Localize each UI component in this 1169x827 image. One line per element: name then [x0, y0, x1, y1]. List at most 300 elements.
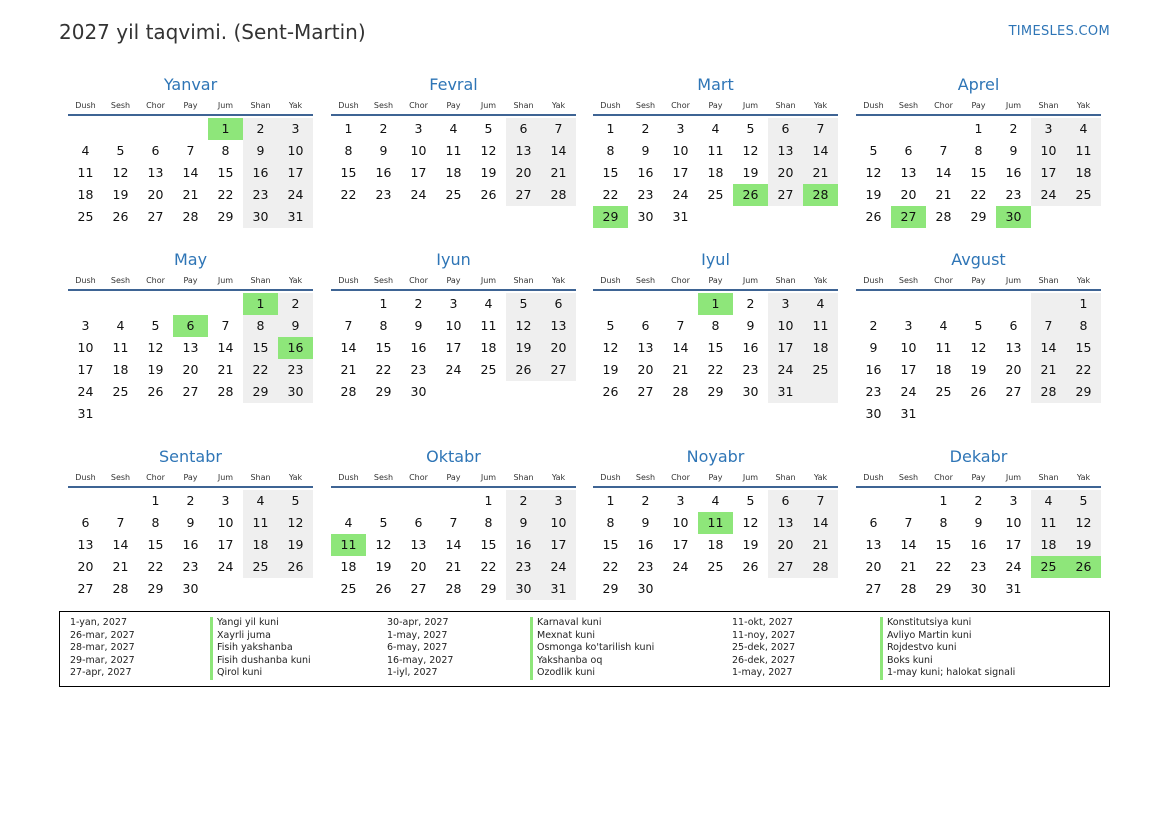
day-cell[interactable]: 9 — [641, 143, 650, 158]
day-cell[interactable]: 18 — [77, 187, 94, 202]
day-cell[interactable]: 8 — [379, 318, 388, 333]
day-cell[interactable]: 3 — [1031, 118, 1066, 140]
day-cell[interactable]: 9 — [379, 143, 388, 158]
day-cell[interactable]: 26 — [733, 184, 768, 206]
day-cell[interactable]: 5 — [151, 318, 160, 333]
day-cell[interactable]: 1 — [1066, 293, 1101, 315]
day-cell[interactable]: 7 — [939, 143, 948, 158]
day-cell[interactable]: 3 — [221, 493, 230, 508]
day-cell[interactable]: 28 — [217, 384, 234, 399]
day-cell[interactable]: 11 — [1031, 512, 1066, 534]
day-cell[interactable]: 9 — [243, 140, 278, 162]
day-cell[interactable]: 11 — [445, 143, 462, 158]
day-cell[interactable]: 13 — [768, 512, 803, 534]
day-cell[interactable]: 25 — [445, 187, 462, 202]
day-cell[interactable]: 11 — [1066, 140, 1101, 162]
day-cell[interactable]: 6 — [1009, 318, 1018, 333]
day-cell[interactable]: 3 — [904, 318, 913, 333]
day-cell[interactable]: 9 — [186, 515, 195, 530]
day-cell[interactable]: 27 — [637, 384, 654, 399]
day-cell[interactable]: 21 — [1031, 359, 1066, 381]
day-cell[interactable]: 14 — [803, 140, 838, 162]
day-cell[interactable]: 5 — [379, 515, 388, 530]
day-cell[interactable]: 2 — [869, 318, 878, 333]
day-cell[interactable]: 22 — [217, 187, 234, 202]
day-cell[interactable]: 28 — [900, 581, 917, 596]
day-cell[interactable]: 18 — [803, 337, 838, 359]
day-cell[interactable]: 27 — [891, 206, 926, 228]
day-cell[interactable]: 10 — [541, 512, 576, 534]
day-cell[interactable]: 21 — [541, 162, 576, 184]
day-cell[interactable]: 4 — [711, 493, 720, 508]
day-cell[interactable]: 25 — [112, 384, 129, 399]
day-cell[interactable]: 14 — [1031, 337, 1066, 359]
day-cell[interactable]: 1 — [698, 293, 733, 315]
day-cell[interactable]: 26 — [506, 359, 541, 381]
day-cell[interactable]: 26 — [480, 187, 497, 202]
day-cell[interactable]: 2 — [641, 121, 650, 136]
day-cell[interactable]: 27 — [1005, 384, 1022, 399]
day-cell[interactable]: 21 — [182, 187, 199, 202]
day-cell[interactable]: 15 — [243, 337, 278, 359]
day-cell[interactable]: 18 — [1031, 534, 1066, 556]
day-cell[interactable]: 3 — [768, 293, 803, 315]
day-cell[interactable]: 19 — [742, 165, 759, 180]
day-cell[interactable]: 25 — [340, 581, 357, 596]
day-cell[interactable]: 27 — [768, 184, 803, 206]
day-cell[interactable]: 1 — [974, 121, 983, 136]
day-cell[interactable]: 8 — [484, 515, 493, 530]
day-cell[interactable]: 15 — [935, 537, 952, 552]
day-cell[interactable]: 13 — [865, 537, 882, 552]
day-cell[interactable]: 19 — [375, 559, 392, 574]
day-cell[interactable]: 29 — [147, 581, 164, 596]
day-cell[interactable]: 23 — [506, 556, 541, 578]
day-cell[interactable]: 4 — [484, 296, 493, 311]
day-cell[interactable]: 22 — [602, 559, 619, 574]
day-cell[interactable]: 23 — [637, 187, 654, 202]
day-cell[interactable]: 14 — [900, 537, 917, 552]
day-cell[interactable]: 21 — [900, 559, 917, 574]
day-cell[interactable]: 24 — [278, 184, 313, 206]
day-cell[interactable]: 14 — [112, 537, 129, 552]
day-cell[interactable]: 6 — [904, 143, 913, 158]
day-cell[interactable]: 20 — [147, 187, 164, 202]
day-cell[interactable]: 5 — [974, 318, 983, 333]
day-cell[interactable]: 7 — [803, 118, 838, 140]
day-cell[interactable]: 10 — [445, 318, 462, 333]
day-cell[interactable]: 6 — [541, 293, 576, 315]
day-cell[interactable]: 31 — [900, 406, 917, 421]
day-cell[interactable]: 10 — [1005, 515, 1022, 530]
day-cell[interactable]: 10 — [672, 143, 689, 158]
day-cell[interactable]: 12 — [147, 340, 164, 355]
day-cell[interactable]: 18 — [935, 362, 952, 377]
day-cell[interactable]: 27 — [182, 384, 199, 399]
day-cell[interactable]: 27 — [147, 209, 164, 224]
day-cell[interactable]: 17 — [217, 537, 234, 552]
day-cell[interactable]: 21 — [803, 162, 838, 184]
day-cell[interactable]: 4 — [1031, 490, 1066, 512]
day-cell[interactable]: 4 — [711, 121, 720, 136]
day-cell[interactable]: 20 — [768, 162, 803, 184]
day-cell[interactable]: 9 — [414, 318, 423, 333]
day-cell[interactable]: 12 — [865, 165, 882, 180]
day-cell[interactable]: 24 — [541, 556, 576, 578]
day-cell[interactable]: 3 — [541, 490, 576, 512]
day-cell[interactable]: 13 — [147, 165, 164, 180]
day-cell[interactable]: 30 — [742, 384, 759, 399]
day-cell[interactable]: 26 — [1066, 556, 1101, 578]
day-cell[interactable]: 30 — [637, 581, 654, 596]
day-cell[interactable]: 16 — [865, 362, 882, 377]
day-cell[interactable]: 24 — [900, 384, 917, 399]
day-cell[interactable]: 5 — [746, 493, 755, 508]
day-cell[interactable]: 11 — [935, 340, 952, 355]
day-cell[interactable]: 27 — [768, 556, 803, 578]
day-cell[interactable]: 26 — [375, 581, 392, 596]
day-cell[interactable]: 6 — [414, 515, 423, 530]
day-cell[interactable]: 23 — [278, 359, 313, 381]
day-cell[interactable]: 28 — [803, 184, 838, 206]
day-cell[interactable]: 7 — [676, 318, 685, 333]
day-cell[interactable]: 14 — [340, 340, 357, 355]
day-cell[interactable]: 20 — [900, 187, 917, 202]
day-cell[interactable]: 1 — [606, 493, 615, 508]
day-cell[interactable]: 4 — [449, 121, 458, 136]
day-cell[interactable]: 9 — [974, 515, 983, 530]
day-cell[interactable]: 5 — [1066, 490, 1101, 512]
day-cell[interactable]: 16 — [637, 537, 654, 552]
day-cell[interactable]: 22 — [1066, 359, 1101, 381]
day-cell[interactable]: 27 — [77, 581, 94, 596]
day-cell[interactable]: 21 — [803, 534, 838, 556]
day-cell[interactable]: 3 — [676, 493, 685, 508]
day-cell[interactable]: 30 — [637, 209, 654, 224]
day-cell[interactable]: 8 — [344, 143, 353, 158]
day-cell[interactable]: 8 — [151, 515, 160, 530]
day-cell[interactable]: 31 — [278, 206, 313, 228]
day-cell[interactable]: 20 — [541, 337, 576, 359]
day-cell[interactable]: 20 — [182, 362, 199, 377]
day-cell[interactable]: 5 — [746, 121, 755, 136]
day-cell[interactable]: 25 — [707, 187, 724, 202]
day-cell[interactable]: 2 — [974, 493, 983, 508]
day-cell[interactable]: 22 — [970, 187, 987, 202]
day-cell[interactable]: 27 — [506, 184, 541, 206]
day-cell[interactable]: 8 — [606, 143, 615, 158]
day-cell[interactable]: 26 — [278, 556, 313, 578]
day-cell[interactable]: 13 — [506, 140, 541, 162]
day-cell[interactable]: 23 — [375, 187, 392, 202]
day-cell[interactable]: 6 — [641, 318, 650, 333]
day-cell[interactable]: 12 — [278, 512, 313, 534]
day-cell[interactable]: 25 — [707, 559, 724, 574]
day-cell[interactable]: 22 — [375, 362, 392, 377]
day-cell[interactable]: 27 — [865, 581, 882, 596]
day-cell[interactable]: 23 — [970, 559, 987, 574]
day-cell[interactable]: 4 — [803, 293, 838, 315]
day-cell[interactable]: 16 — [970, 537, 987, 552]
day-cell[interactable]: 14 — [672, 340, 689, 355]
day-cell[interactable]: 24 — [77, 384, 94, 399]
day-cell[interactable]: 20 — [506, 162, 541, 184]
day-cell[interactable]: 12 — [506, 315, 541, 337]
day-cell[interactable]: 26 — [865, 209, 882, 224]
day-cell[interactable]: 3 — [278, 118, 313, 140]
day-cell[interactable]: 22 — [480, 559, 497, 574]
day-cell[interactable]: 5 — [506, 293, 541, 315]
day-cell[interactable]: 21 — [112, 559, 129, 574]
day-cell[interactable]: 22 — [147, 559, 164, 574]
day-cell[interactable]: 30 — [970, 581, 987, 596]
day-cell[interactable]: 8 — [974, 143, 983, 158]
day-cell[interactable]: 7 — [803, 490, 838, 512]
day-cell[interactable]: 4 — [116, 318, 125, 333]
day-cell[interactable]: 7 — [449, 515, 458, 530]
day-cell[interactable]: 2 — [379, 121, 388, 136]
day-cell[interactable]: 18 — [480, 340, 497, 355]
day-cell[interactable]: 11 — [243, 512, 278, 534]
day-cell[interactable]: 29 — [217, 209, 234, 224]
day-cell[interactable]: 6 — [768, 490, 803, 512]
day-cell[interactable]: 12 — [480, 143, 497, 158]
day-cell[interactable]: 12 — [1066, 512, 1101, 534]
day-cell[interactable]: 10 — [1031, 140, 1066, 162]
day-cell[interactable]: 2 — [746, 296, 755, 311]
day-cell[interactable]: 26 — [970, 384, 987, 399]
day-cell[interactable]: 24 — [410, 187, 427, 202]
day-cell[interactable]: 16 — [182, 537, 199, 552]
day-cell[interactable]: 6 — [768, 118, 803, 140]
day-cell[interactable]: 8 — [1066, 315, 1101, 337]
day-cell[interactable]: 8 — [606, 515, 615, 530]
day-cell[interactable]: 13 — [768, 140, 803, 162]
day-cell[interactable]: 30 — [278, 381, 313, 403]
day-cell[interactable]: 13 — [900, 165, 917, 180]
day-cell[interactable]: 15 — [1066, 337, 1101, 359]
day-cell[interactable]: 1 — [484, 493, 493, 508]
day-cell[interactable]: 31 — [672, 209, 689, 224]
day-cell[interactable]: 28 — [182, 209, 199, 224]
day-cell[interactable]: 16 — [375, 165, 392, 180]
day-cell[interactable]: 12 — [742, 515, 759, 530]
day-cell[interactable]: 8 — [939, 515, 948, 530]
day-cell[interactable]: 31 — [768, 381, 803, 403]
day-cell[interactable]: 23 — [742, 362, 759, 377]
day-cell[interactable]: 25 — [480, 362, 497, 377]
day-cell[interactable]: 9 — [1009, 143, 1018, 158]
day-cell[interactable]: 20 — [637, 362, 654, 377]
day-cell[interactable]: 7 — [1031, 315, 1066, 337]
day-cell[interactable]: 11 — [77, 165, 94, 180]
day-cell[interactable]: 1 — [939, 493, 948, 508]
day-cell[interactable]: 30 — [996, 206, 1031, 228]
day-cell[interactable]: 30 — [865, 406, 882, 421]
day-cell[interactable]: 9 — [641, 515, 650, 530]
day-cell[interactable]: 5 — [278, 490, 313, 512]
day-cell[interactable]: 1 — [606, 121, 615, 136]
day-cell[interactable]: 19 — [602, 362, 619, 377]
day-cell[interactable]: 20 — [865, 559, 882, 574]
day-cell[interactable]: 6 — [173, 315, 208, 337]
day-cell[interactable]: 17 — [410, 165, 427, 180]
day-cell[interactable]: 21 — [340, 362, 357, 377]
day-cell[interactable]: 10 — [217, 515, 234, 530]
day-cell[interactable]: 4 — [939, 318, 948, 333]
day-cell[interactable]: 12 — [602, 340, 619, 355]
day-cell[interactable]: 24 — [672, 187, 689, 202]
day-cell[interactable]: 5 — [869, 143, 878, 158]
day-cell[interactable]: 17 — [541, 534, 576, 556]
day-cell[interactable]: 7 — [541, 118, 576, 140]
day-cell[interactable]: 3 — [676, 121, 685, 136]
day-cell[interactable]: 6 — [151, 143, 160, 158]
day-cell[interactable]: 3 — [1009, 493, 1018, 508]
day-cell[interactable]: 21 — [935, 187, 952, 202]
day-cell[interactable]: 22 — [340, 187, 357, 202]
day-cell[interactable]: 26 — [147, 384, 164, 399]
day-cell[interactable]: 16 — [637, 165, 654, 180]
day-cell[interactable]: 9 — [278, 315, 313, 337]
day-cell[interactable]: 13 — [541, 315, 576, 337]
day-cell[interactable]: 10 — [900, 340, 917, 355]
day-cell[interactable]: 16 — [1005, 165, 1022, 180]
day-cell[interactable]: 15 — [602, 165, 619, 180]
day-cell[interactable]: 6 — [506, 118, 541, 140]
day-cell[interactable]: 29 — [243, 381, 278, 403]
day-cell[interactable]: 21 — [445, 559, 462, 574]
day-cell[interactable]: 7 — [186, 143, 195, 158]
day-cell[interactable]: 11 — [698, 512, 733, 534]
day-cell[interactable]: 9 — [746, 318, 755, 333]
day-cell[interactable]: 29 — [935, 581, 952, 596]
day-cell[interactable]: 27 — [541, 359, 576, 381]
day-cell[interactable]: 1 — [151, 493, 160, 508]
day-cell[interactable]: 17 — [672, 537, 689, 552]
day-cell[interactable]: 11 — [331, 534, 366, 556]
day-cell[interactable]: 2 — [641, 493, 650, 508]
day-cell[interactable]: 15 — [147, 537, 164, 552]
day-cell[interactable]: 24 — [1031, 184, 1066, 206]
day-cell[interactable]: 24 — [672, 559, 689, 574]
day-cell[interactable]: 23 — [410, 362, 427, 377]
day-cell[interactable]: 28 — [112, 581, 129, 596]
day-cell[interactable]: 13 — [637, 340, 654, 355]
day-cell[interactable]: 1 — [379, 296, 388, 311]
day-cell[interactable]: 25 — [243, 556, 278, 578]
day-cell[interactable]: 23 — [182, 559, 199, 574]
day-cell[interactable]: 31 — [541, 578, 576, 600]
day-cell[interactable]: 11 — [112, 340, 129, 355]
day-cell[interactable]: 6 — [869, 515, 878, 530]
day-cell[interactable]: 9 — [506, 512, 541, 534]
day-cell[interactable]: 15 — [480, 537, 497, 552]
day-cell[interactable]: 17 — [445, 340, 462, 355]
day-cell[interactable]: 23 — [637, 559, 654, 574]
day-cell[interactable]: 18 — [445, 165, 462, 180]
day-cell[interactable]: 17 — [1031, 162, 1066, 184]
day-cell[interactable]: 9 — [869, 340, 878, 355]
day-cell[interactable]: 20 — [768, 534, 803, 556]
day-cell[interactable]: 23 — [865, 384, 882, 399]
day-cell[interactable]: 16 — [410, 340, 427, 355]
day-cell[interactable]: 18 — [340, 559, 357, 574]
day-cell[interactable]: 19 — [480, 165, 497, 180]
day-cell[interactable]: 4 — [81, 143, 90, 158]
day-cell[interactable]: 20 — [1005, 362, 1022, 377]
day-cell[interactable]: 17 — [77, 362, 94, 377]
day-cell[interactable]: 19 — [112, 187, 129, 202]
day-cell[interactable]: 19 — [147, 362, 164, 377]
day-cell[interactable]: 2 — [506, 490, 541, 512]
day-cell[interactable]: 16 — [506, 534, 541, 556]
day-cell[interactable]: 10 — [278, 140, 313, 162]
day-cell[interactable]: 31 — [1005, 581, 1022, 596]
day-cell[interactable]: 2 — [1009, 121, 1018, 136]
site-link[interactable]: TIMESLES.COM — [1008, 24, 1110, 39]
day-cell[interactable]: 5 — [484, 121, 493, 136]
day-cell[interactable]: 8 — [711, 318, 720, 333]
day-cell[interactable]: 28 — [935, 209, 952, 224]
day-cell[interactable]: 2 — [186, 493, 195, 508]
day-cell[interactable]: 4 — [344, 515, 353, 530]
day-cell[interactable]: 18 — [243, 534, 278, 556]
day-cell[interactable]: 19 — [742, 537, 759, 552]
day-cell[interactable]: 26 — [742, 559, 759, 574]
day-cell[interactable]: 1 — [344, 121, 353, 136]
day-cell[interactable]: 27 — [410, 581, 427, 596]
day-cell[interactable]: 2 — [243, 118, 278, 140]
day-cell[interactable]: 8 — [243, 315, 278, 337]
day-cell[interactable]: 12 — [970, 340, 987, 355]
day-cell[interactable]: 1 — [243, 293, 278, 315]
day-cell[interactable]: 7 — [344, 318, 353, 333]
day-cell[interactable]: 30 — [410, 384, 427, 399]
day-cell[interactable]: 15 — [217, 165, 234, 180]
day-cell[interactable]: 14 — [182, 165, 199, 180]
day-cell[interactable]: 17 — [278, 162, 313, 184]
day-cell[interactable]: 30 — [506, 578, 541, 600]
day-cell[interactable]: 20 — [410, 559, 427, 574]
day-cell[interactable]: 24 — [217, 559, 234, 574]
day-cell[interactable]: 14 — [541, 140, 576, 162]
day-cell[interactable]: 10 — [410, 143, 427, 158]
day-cell[interactable]: 29 — [707, 384, 724, 399]
day-cell[interactable]: 13 — [410, 537, 427, 552]
day-cell[interactable]: 14 — [217, 340, 234, 355]
day-cell[interactable]: 26 — [112, 209, 129, 224]
day-cell[interactable]: 19 — [1066, 534, 1101, 556]
day-cell[interactable]: 3 — [414, 121, 423, 136]
day-cell[interactable]: 28 — [672, 384, 689, 399]
day-cell[interactable]: 17 — [900, 362, 917, 377]
day-cell[interactable]: 22 — [243, 359, 278, 381]
day-cell[interactable]: 6 — [81, 515, 90, 530]
day-cell[interactable]: 16 — [742, 340, 759, 355]
day-cell[interactable]: 1 — [208, 118, 243, 140]
day-cell[interactable]: 23 — [1005, 187, 1022, 202]
day-cell[interactable]: 13 — [1005, 340, 1022, 355]
day-cell[interactable]: 19 — [970, 362, 987, 377]
day-cell[interactable]: 30 — [182, 581, 199, 596]
day-cell[interactable]: 13 — [77, 537, 94, 552]
day-cell[interactable]: 13 — [182, 340, 199, 355]
day-cell[interactable]: 22 — [935, 559, 952, 574]
day-cell[interactable]: 29 — [1066, 381, 1101, 403]
day-cell[interactable]: 24 — [445, 362, 462, 377]
day-cell[interactable]: 18 — [1066, 162, 1101, 184]
